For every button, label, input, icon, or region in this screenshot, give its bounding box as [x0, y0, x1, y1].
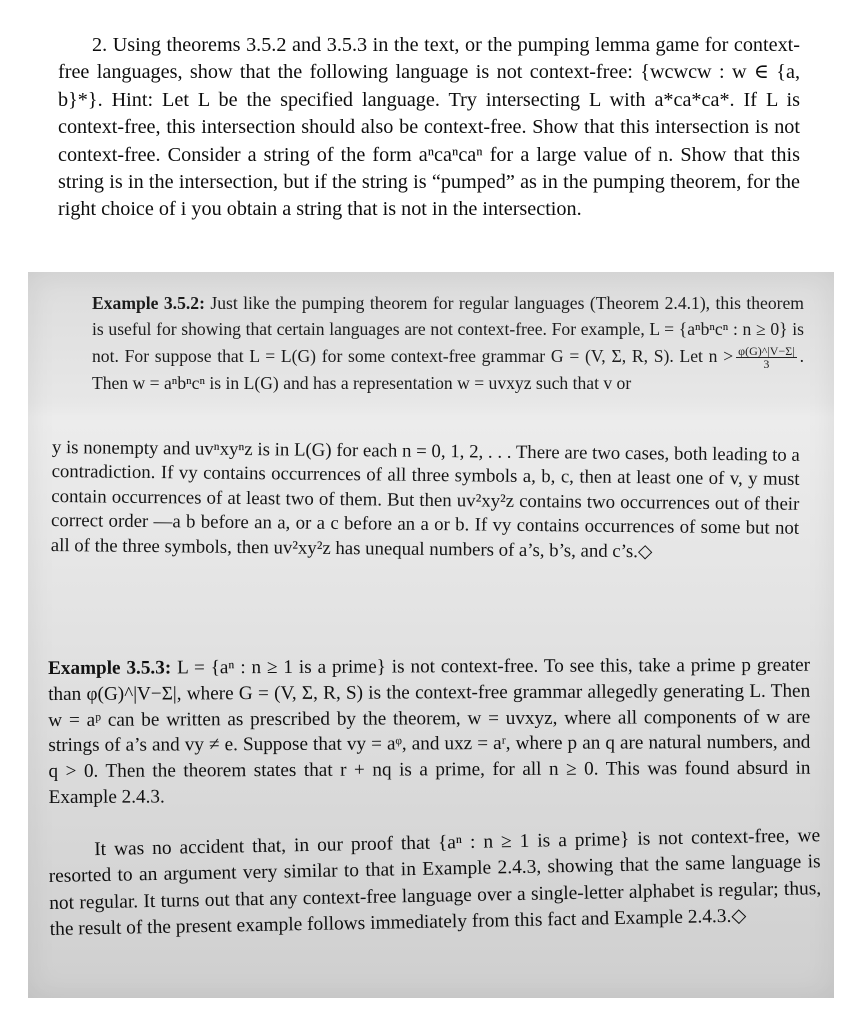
example-3-5-2-text-part1: Just like the pumping theorem for regular languages (Theorem 2.4.1), this theorem is useful for showing that certain languages are not context-free. For example, L = {aⁿbⁿcⁿ : n ≥ 0} is not. For suppose that L = L(G) for some context-free grammar G = (V, Σ, R, S). Let n >: [92, 293, 804, 366]
example-3-5-3: [48, 653, 811, 811]
example-3-5-2-top: [92, 290, 804, 396]
example-3-5-3-follow-up: [48, 823, 822, 943]
question-text: Using theorems 3.5.2 and 3.5.3 in the text, or the pumping lemma game for context-free languages, show that the following language is not context-free: {wcwcw : w ∈ {a, b}*}. Hint: Let L be the specified language. Try intersecting L with a*ca*ca*. If L is context-free, this intersection should also be context-free. Show that this intersection is not context-free. Consider a string of the form aⁿcaⁿcaⁿ for a large value of n. Show that this string is in the intersection, but if the string is “pumped” as in the pumping theorem, for the right choice of i you obtain a string that is not in the intersection.: [58, 34, 801, 221]
example-3-5-2-label: Example 3.5.2:: [92, 293, 205, 313]
fraction-numerator: φ(G)^|V−Σ|: [738, 344, 795, 359]
example-3-5-3-label: Example 3.5.3:: [48, 657, 172, 679]
example-3-5-3-text: L = {aⁿ : n ≥ 1 is a prime} is not context-free. To see this, take a prime p greater than φ(G)^|V−Σ|, where G = (V, Σ, R, S) is the context-free grammar allegedly generating L. Then w = aᵖ can be written as prescribed by the theorem, w = uvxyz, where all components of w are strings of a’s and vy ≠ e. Suppose that vy = aᵠ, and uxz = aʳ, where p an q are natural numbers, and q > 0. Then the theorem states that r + nq is a prime, for all n ≥ 0. This was found absurd in Example 2.4.3.: [48, 654, 811, 808]
exercise-question: [58, 32, 800, 224]
fraction-denominator: 3: [763, 357, 770, 372]
example-3-5-2-continuation: y is nonempty and uvⁿxyⁿz is in L(G) for each n = 0, 1, 2, . . . There are two cases, both leading to a contradiction. If vy contains occurrences of all three symbols a, b, c, then at least one of v, y must contain occurrences of at least two of them. But then uv²xy²z contains two occurrences out of their correct order —a b before an a, or a c before an a or b. If vy contains occurrences of some but not all of the three symbols, then uv²xy²z has unequal numbers of a’s, b’s, and c’s.◇: [50, 436, 800, 562]
fraction: [736, 345, 796, 370]
example-3-5-3-follow-up-text: It was no accident that, in our proof that {aⁿ : n ≥ 1 is a prime} is not context-free, we resorted to an argument very similar to that in Example 2.4.3, showing that the same language is not regular. It turns out that any context-free language over a single-letter alphabet is regular; thus, the result of the present example follows immediately from this fact and Example 2.4.3.◇: [48, 825, 822, 941]
question-number: 2.: [92, 34, 108, 56]
example-3-5-2-text-part2: . Then w = aⁿbⁿcⁿ is in L(G) and has a representation w = uvxyz such that v or: [92, 345, 804, 394]
